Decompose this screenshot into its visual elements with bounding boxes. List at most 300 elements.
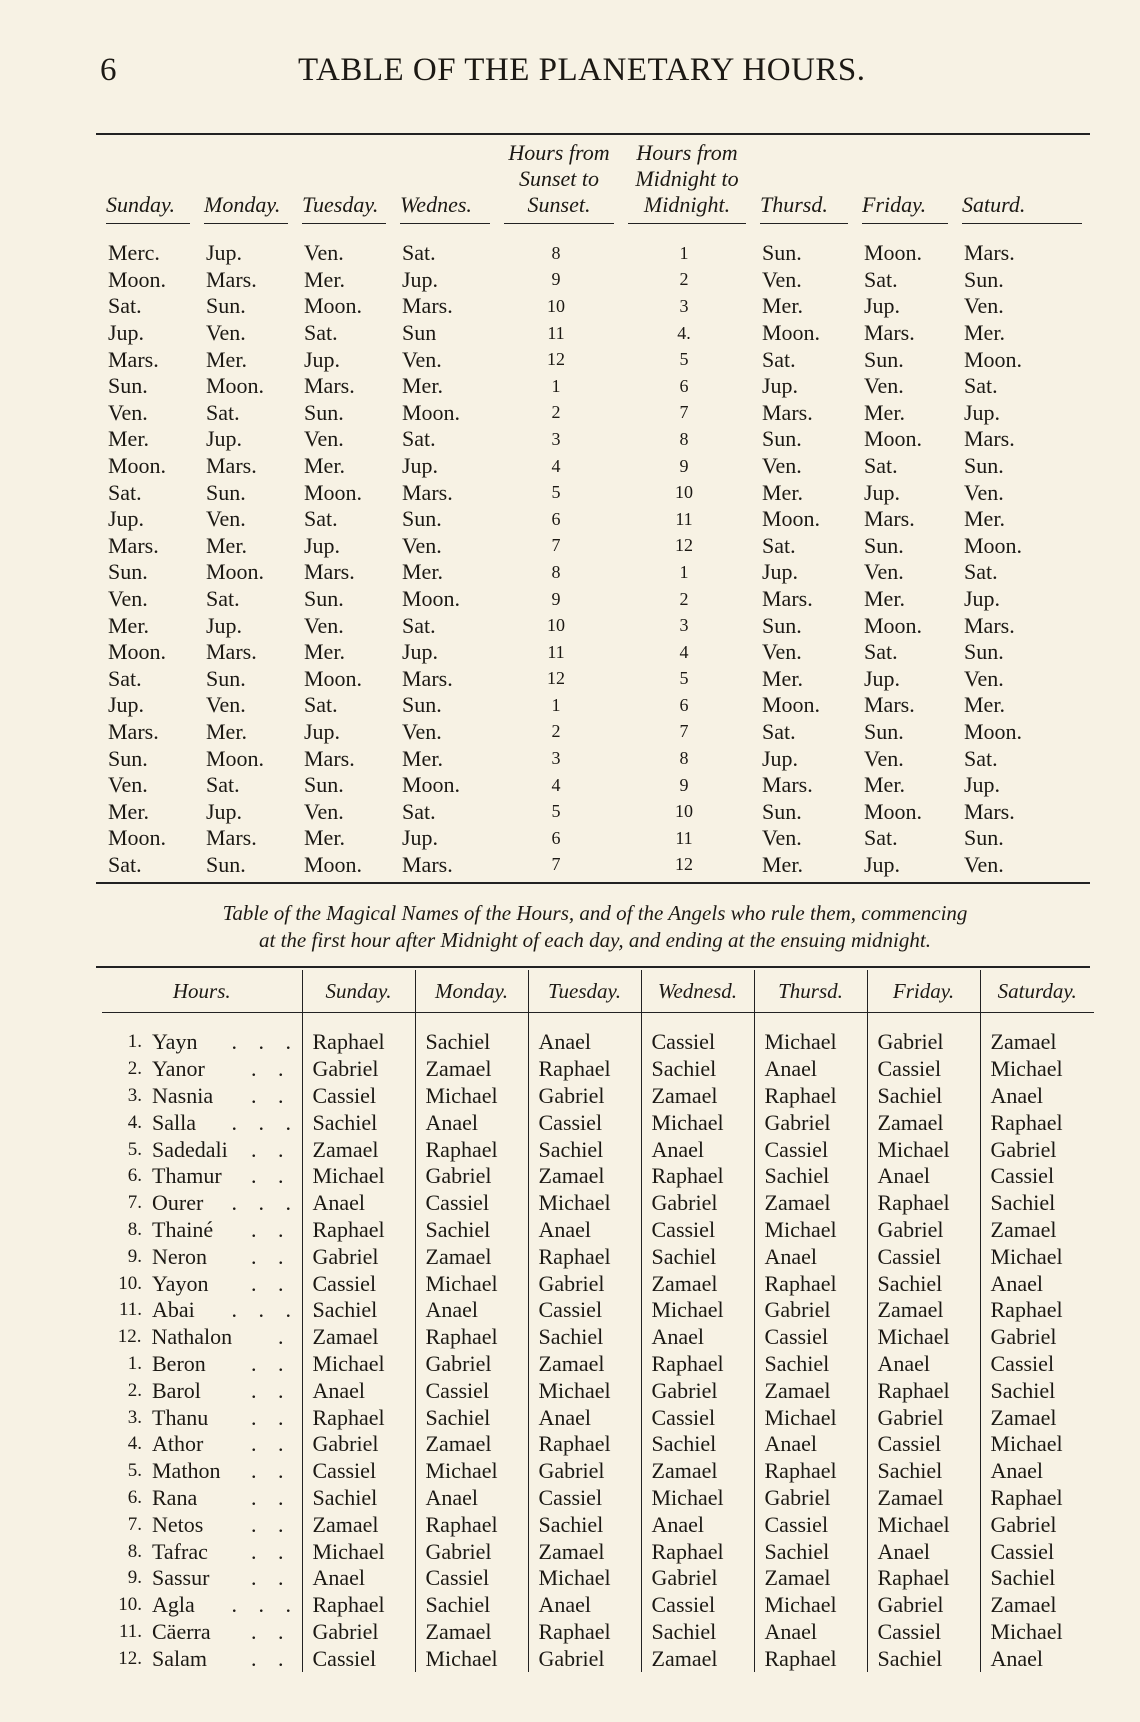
angel-cell: Michael [302,1351,415,1378]
hour-name [102,1190,302,1216]
hour-name-cell [102,1163,302,1190]
planetary-cell: Moon. [964,346,1023,372]
header-text [106,192,190,224]
leader-dots: . . . [231,1592,299,1618]
angel-cell: Anael [641,1511,754,1538]
hour-magical-name: Sassur [152,1565,210,1591]
planetary-cell: Mars. [304,559,355,585]
hour-name-cell [102,1270,302,1297]
planetary-cell: Sun. [964,639,1004,665]
planetary-cell: Ven. [964,293,1004,319]
angels-col-header: Hours. [102,970,302,1013]
angel-cell: Gabriel [641,1377,754,1404]
hour-number: 1. [127,1031,142,1053]
leader-dots: . . [251,1163,292,1189]
planetary-cell: Sat. [964,559,998,585]
hour-magical-name: Abai [152,1297,195,1323]
angels-row [102,1190,1094,1217]
planetary-cell: Ven. [964,479,1004,505]
planetary-row [96,479,1086,506]
hour-number: 10. [118,1272,142,1294]
planetary-cell: Jup. [964,772,1001,798]
angels-row [102,1136,1094,1163]
hour-name [102,1565,302,1591]
planetary-cell: Jup. [108,692,145,718]
spacer-cell [754,1013,867,1030]
planetary-cell: Ven. [964,665,1004,691]
planetary-cell: Sat. [402,426,436,452]
hour-magical-name: Thamur [152,1163,222,1189]
planetary-cell: 7 [551,854,561,875]
planetary-row [96,453,1086,480]
angel-cell: Gabriel [415,1538,528,1565]
header-line: Saturd. [962,192,1026,217]
planetary-cell: Moon. [762,692,821,718]
planetary-cell: Mars. [402,293,453,319]
planetary-cell: Moon. [762,506,821,532]
hour-magical-name: Tafrac [152,1538,208,1564]
leader-dots: . . [251,1377,292,1403]
planetary-cell: Jup. [402,639,439,665]
angel-cell: Gabriel [754,1109,867,1136]
planetary-cell: Sun. [304,772,344,798]
planetary-row [96,825,1086,852]
hour-magical-name: Netos [152,1511,204,1537]
planetary-cell: Mars. [206,453,257,479]
angel-cell: Gabriel [641,1565,754,1592]
leader-dots: . . [251,1645,292,1671]
planetary-row [96,230,1086,267]
angel-cell: Sachiel [415,1592,528,1619]
angel-cell: Sachiel [641,1243,754,1270]
hour-number: 2. [127,1379,142,1401]
header-text [204,192,288,224]
planetary-cell: Ven. [762,266,802,292]
angel-cell: Raphael [528,1056,641,1083]
hour-name-cell [102,1190,302,1217]
planetary-cell: Mer. [762,665,803,691]
planetary-cell: Sat. [864,453,898,479]
angel-cell: Cassiel [980,1538,1094,1565]
angel-cell: Cassiel [415,1377,528,1404]
angel-cell: Raphael [867,1377,980,1404]
angel-cell: Anael [528,1404,641,1431]
planetary-cell: Jup. [864,293,901,319]
angels-row [102,1270,1094,1297]
planetary-cell: Mars. [864,506,915,532]
hour-number: 5. [127,1138,142,1160]
angel-cell: Anael [980,1270,1094,1297]
angels-col-header: Saturday. [980,970,1094,1013]
planetary-cell: Mer. [304,825,345,851]
planetary-header-row [96,140,1086,230]
hour-name [102,1431,302,1457]
angels-row [102,1404,1094,1431]
angel-cell: Anael [867,1351,980,1378]
planetary-cell: Sat. [864,825,898,851]
planetary-cell: Mars. [864,320,915,346]
planetary-cell: Mer. [304,453,345,479]
angels-col-header: Wednesd. [641,970,754,1013]
hour-magical-name: Neron [152,1243,207,1269]
planetary-cell: Sat. [762,718,796,744]
planetary-cell: 10 [547,295,565,316]
hour-name-cell [102,1485,302,1512]
planetary-cell: Mars. [964,798,1015,824]
planetary-cell: 2 [679,269,689,290]
angel-cell: Anael [867,1163,980,1190]
angel-cell: Sachiel [415,1029,528,1056]
planetary-cell: 11 [547,641,565,662]
angel-cell: Anael [528,1217,641,1244]
angel-cell: Raphael [641,1351,754,1378]
planetary-cell: Mars. [864,692,915,718]
planetary-cell: Jup. [864,479,901,505]
hour-name [102,1324,302,1350]
leader-dots: . . . [231,1109,299,1135]
header-line: Sunset. [527,192,591,217]
angel-cell: Sachiel [528,1136,641,1163]
page-number: 6 [100,52,117,88]
planetary-cell: Sat. [762,346,796,372]
planetary-cell: Moon. [108,639,167,665]
planetary-cell: Ven. [402,718,442,744]
planetary-cell: Mars. [762,772,813,798]
leader-dots: . . [251,1565,292,1591]
planetary-cell: Moon. [402,399,461,425]
leader-dots: . . [251,1136,292,1162]
planetary-cell: Mer. [762,479,803,505]
planetary-cell: 7 [551,535,561,556]
hour-number: 8. [127,1218,142,1240]
planetary-cell: Mars. [762,399,813,425]
planetary-cell: Sun. [762,426,802,452]
angel-cell: Cassiel [980,1163,1094,1190]
header-line: Monday. [204,192,281,217]
angel-cell: Raphael [302,1029,415,1056]
planetary-cell: Sat. [206,586,240,612]
planetary-cell: Mer. [304,639,345,665]
header-line: Thursd. [760,192,828,217]
angel-cell: Cassiel [754,1511,867,1538]
planetary-cell: Mars. [762,586,813,612]
planetary-row [96,666,1086,693]
planetary-cell: Moon. [304,293,363,319]
hour-name-cell [102,1404,302,1431]
planetary-cell: Mer. [762,851,803,877]
planetary-cell: Mars. [402,851,453,877]
angel-cell: Cassiel [415,1190,528,1217]
planetary-cell: 3 [551,428,561,449]
planetary-cell: Sun. [206,665,246,691]
hour-number: 6. [127,1165,142,1187]
angels-header-row [102,970,1094,1013]
header-line: Sunday. [106,192,176,217]
planetary-cell: Moon. [108,266,167,292]
hour-name [102,1512,302,1538]
planetary-cell: Mars. [206,825,257,851]
angel-cell: Sachiel [302,1485,415,1512]
planetary-cell: Ven. [304,426,344,452]
planetary-row [96,798,1086,825]
planetary-cell: Sun. [964,266,1004,292]
hour-magical-name: Thanu [152,1404,209,1430]
spacer-cell [528,1013,641,1030]
header-text [962,192,1082,224]
angel-cell: Gabriel [528,1458,641,1485]
angel-cell: Gabriel [415,1163,528,1190]
angel-cell: Raphael [980,1297,1094,1324]
angel-cell: Sachiel [528,1511,641,1538]
angel-cell: Cassiel [528,1109,641,1136]
angel-cell: Gabriel [641,1190,754,1217]
angel-cell: Anael [415,1297,528,1324]
angel-cell: Michael [528,1190,641,1217]
planetary-cell: 10 [547,615,565,636]
angels-table-caption [90,900,1100,954]
angels-row [102,1458,1094,1485]
planetary-row [96,426,1086,453]
planetary-cell: Sun. [864,718,904,744]
angels-col-header: Thursd. [754,970,867,1013]
planetary-cell: Sun. [864,346,904,372]
planetary-cell: Ven. [304,612,344,638]
planetary-cell: Sun. [108,745,148,771]
hour-magical-name: Barol [152,1377,201,1403]
hour-name [102,1405,302,1431]
planetary-cell: Moon. [762,320,821,346]
angels-row [102,1592,1094,1619]
angel-cell: Sachiel [867,1270,980,1297]
angel-cell: Anael [528,1029,641,1056]
angels-col-header: Sunday. [302,970,415,1013]
planetary-row [96,293,1086,320]
angel-cell: Sachiel [754,1351,867,1378]
planetary-cell: 5 [679,349,689,370]
angel-cell: Gabriel [867,1217,980,1244]
hour-name [102,1646,302,1672]
leader-dots: . . [251,1404,292,1430]
angel-cell: Michael [415,1083,528,1110]
angel-cell: Cassiel [754,1324,867,1351]
hour-magical-name: Athor [152,1431,204,1457]
planetary-cell: Sun. [964,825,1004,851]
angel-cell: Gabriel [302,1431,415,1458]
hour-name [102,1351,302,1377]
planetary-cell: Ven. [762,825,802,851]
planetary-cell: Sat. [206,772,240,798]
planetary-cell: Ven. [108,586,148,612]
planetary-cell: Ven. [108,399,148,425]
planetary-cell: 8 [551,561,561,582]
hour-number: 7. [127,1513,142,1535]
hour-name [102,1244,302,1270]
angel-cell: Gabriel [867,1029,980,1056]
planetary-cell: Ven. [864,559,904,585]
angel-cell: Sachiel [980,1377,1094,1404]
planetary-cell: Mars. [304,373,355,399]
planetary-cell: Moon. [964,532,1023,558]
angel-cell: Zamael [528,1351,641,1378]
angel-cell: Gabriel [302,1056,415,1083]
angel-cell: Sachiel [867,1458,980,1485]
planetary-cell: Sun. [964,453,1004,479]
angel-cell: Zamael [754,1377,867,1404]
angel-cell: Gabriel [980,1136,1094,1163]
angel-cell: Cassiel [302,1083,415,1110]
planetary-cell: 1 [679,561,689,582]
planetary-row [96,346,1086,373]
planetary-cell: Mars. [964,612,1015,638]
angel-cell: Raphael [754,1083,867,1110]
hour-name-cell [102,1243,302,1270]
planetary-cell: Sat. [304,506,338,532]
leader-dots: . . . . [231,1297,326,1323]
hour-name [102,1458,302,1484]
angel-cell: Zamael [641,1458,754,1485]
planetary-cell: 7 [679,721,689,742]
planetary-cell: 1 [551,375,561,396]
planetary-cell: Mer. [402,373,443,399]
angel-cell: Raphael [528,1431,641,1458]
angels-top-rule [96,966,1090,968]
planetary-cell: Mer. [108,426,149,452]
hour-number: 7. [127,1192,142,1214]
planetary-cell: Mars. [108,532,159,558]
angel-cell: Raphael [415,1511,528,1538]
angel-cell: Michael [528,1565,641,1592]
angel-cell: Michael [302,1163,415,1190]
leader-dots: . . [251,1270,292,1296]
page-header [0,52,1140,92]
angel-cell: Anael [754,1243,867,1270]
header-line: Hours from [636,140,738,165]
planetary-cell: Moon. [206,559,265,585]
hour-name-cell [102,1056,302,1083]
planetary-row [96,586,1086,613]
planetary-cell: Mer. [864,399,905,425]
angel-cell: Zamael [980,1404,1094,1431]
angel-cell: Cassiel [528,1485,641,1512]
planetary-cell: 9 [679,774,689,795]
angel-cell: Michael [867,1136,980,1163]
angel-cell: Raphael [754,1458,867,1485]
planetary-col-header [194,140,292,230]
planetary-cell: Ven. [402,532,442,558]
hour-number: 11. [118,1299,142,1321]
planetary-cell: 3 [679,615,689,636]
angel-cell: Zamael [867,1485,980,1512]
hour-magical-name: Cäerra [152,1618,211,1644]
hour-number: 4. [127,1111,142,1133]
angel-cell: Zamael [302,1136,415,1163]
planetary-cell: 4. [677,322,691,343]
planetary-cell: Sat. [108,851,142,877]
planetary-cell: Mer. [762,293,803,319]
hour-name-cell [102,1136,302,1163]
angel-cell: Sachiel [867,1645,980,1672]
angel-cell: Zamael [867,1297,980,1324]
planetary-cell: 6 [551,508,561,529]
planetary-cell: Jup. [304,718,341,744]
planetary-cell: Mars. [206,639,257,665]
angel-cell: Cassiel [641,1217,754,1244]
planetary-cell: Moon. [864,426,923,452]
hour-magical-name: Salla [152,1109,196,1135]
leader-dots: . . [251,1618,292,1644]
hour-name-cell [102,1377,302,1404]
hour-magical-name: Ourer [152,1190,204,1216]
angel-cell: Anael [302,1190,415,1217]
angel-cell: Anael [302,1565,415,1592]
hour-number: 1. [127,1352,142,1374]
hour-number: 2. [127,1058,142,1080]
angel-cell: Cassiel [302,1270,415,1297]
hour-number: 8. [127,1540,142,1562]
planetary-cell: Mars. [108,346,159,372]
planetary-row [96,719,1086,746]
angel-cell: Gabriel [980,1324,1094,1351]
planetary-cell: Mars. [964,426,1015,452]
angel-cell: Michael [754,1592,867,1619]
hour-magical-name: Agla [152,1592,195,1618]
planetary-cell: 12 [547,349,565,370]
hour-name [102,1137,302,1163]
angel-cell: Sachiel [415,1217,528,1244]
leader-dots: . [278,1324,292,1350]
planetary-cell: Ven. [206,320,246,346]
planetary-cell: Jup. [762,559,799,585]
planetary-cell: Sun. [762,240,802,266]
planetary-cell: Moon. [402,772,461,798]
angel-cell: Sachiel [528,1324,641,1351]
planetary-col-header [618,140,750,230]
header-text [302,192,386,224]
angel-cell: Michael [754,1404,867,1431]
angels-row [102,1485,1094,1512]
angel-cell: Anael [754,1619,867,1646]
angel-cell: Sachiel [980,1565,1094,1592]
angel-cell: Raphael [641,1163,754,1190]
planetary-cell: Sat. [206,399,240,425]
header-line: Midnight to [635,166,739,191]
hour-number: 3. [127,1084,142,1106]
planetary-cell: Mars. [964,240,1015,266]
planetary-cell: Sun. [762,612,802,638]
planetary-cell: Moon. [304,479,363,505]
planetary-cell: Moon. [402,586,461,612]
planetary-cell: Mer. [402,745,443,771]
hour-name-cell [102,1109,302,1136]
hour-name-cell [102,1511,302,1538]
angels-row [102,1297,1094,1324]
leader-dots: . . . [231,1190,299,1216]
angel-cell: Gabriel [867,1404,980,1431]
planetary-cell: Ven. [206,692,246,718]
planetary-cell: Jup. [964,399,1001,425]
planetary-row [96,772,1086,799]
angel-cell: Gabriel [754,1485,867,1512]
planetary-row [96,612,1086,639]
angel-cell: Zamael [867,1109,980,1136]
planetary-cell: Mer. [402,559,443,585]
angel-cell: Michael [867,1511,980,1538]
planetary-cell: Sat. [402,798,436,824]
planetary-cell: Sun. [206,479,246,505]
angel-cell: Sachiel [641,1619,754,1646]
angels-row [102,1109,1094,1136]
planetary-cell: 10 [675,482,693,503]
